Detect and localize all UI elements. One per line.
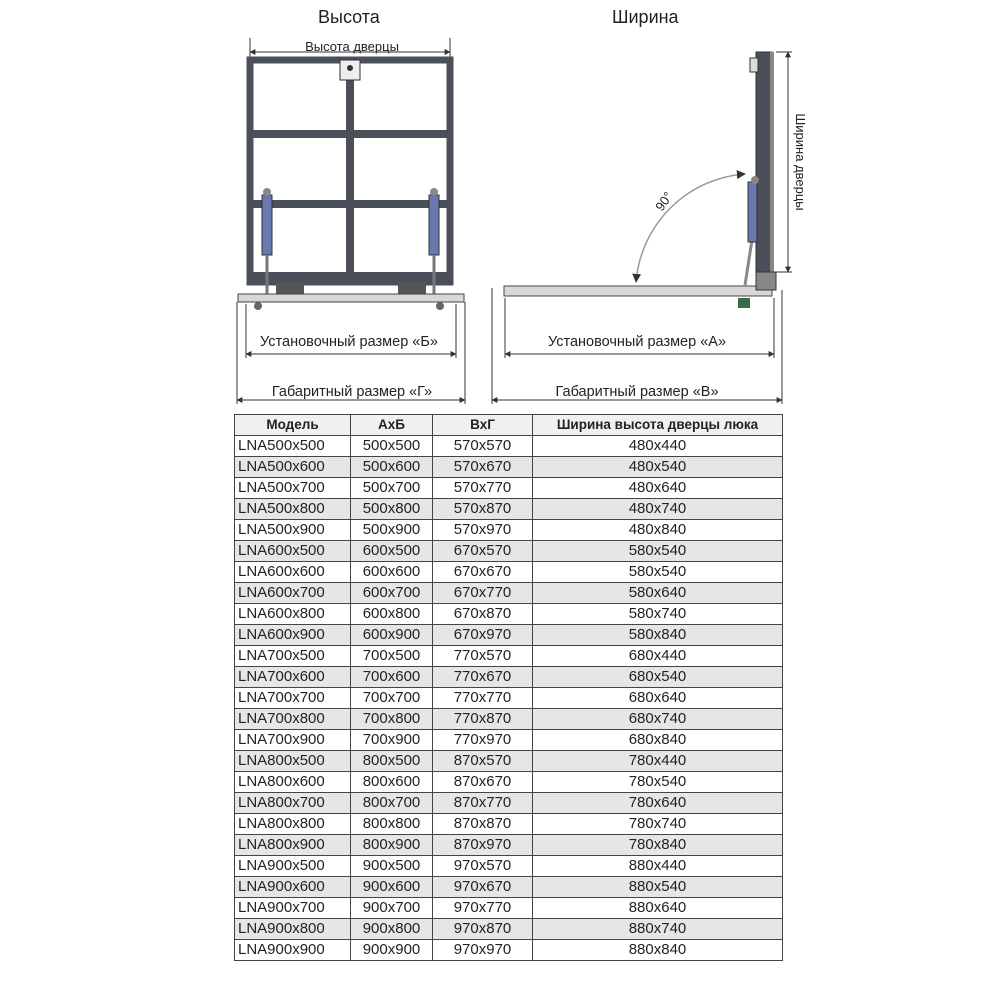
cell-door-size: 480x740 [533, 499, 783, 520]
cell-vg: 770x670 [433, 667, 533, 688]
table-row [235, 625, 783, 646]
table-row [235, 688, 783, 709]
cell-ab: 600x800 [351, 604, 433, 625]
cell-model: LNA700x600 [235, 667, 351, 688]
cell-model: LNA800x800 [235, 814, 351, 835]
cell-model: LNA700x700 [235, 688, 351, 709]
cell-vg: 570x770 [433, 478, 533, 499]
cell-vg: 970x770 [433, 898, 533, 919]
table-row [235, 499, 783, 520]
table-row [235, 898, 783, 919]
table-row [235, 856, 783, 877]
install-b-label: Установочный размер «Б» [260, 334, 438, 350]
table-row [235, 877, 783, 898]
hatch-diagram [0, 0, 1000, 410]
cell-vg: 570x570 [433, 436, 533, 457]
cell-vg: 870x870 [433, 814, 533, 835]
cell-model: LNA900x500 [235, 856, 351, 877]
cell-model: LNA500x900 [235, 520, 351, 541]
door-width-label: Ширина дверцы [793, 113, 808, 211]
cell-door-size: 680x440 [533, 646, 783, 667]
cell-model: LNA800x700 [235, 793, 351, 814]
cell-door-size: 480x840 [533, 520, 783, 541]
cell-ab: 500x700 [351, 478, 433, 499]
side-view [492, 52, 808, 404]
table-row [235, 583, 783, 604]
cell-ab: 800x500 [351, 751, 433, 772]
cell-vg: 770x770 [433, 688, 533, 709]
cell-door-size: 480x640 [533, 478, 783, 499]
cell-vg: 670x870 [433, 604, 533, 625]
cell-vg: 670x770 [433, 583, 533, 604]
cell-ab: 500x900 [351, 520, 433, 541]
cell-vg: 970x570 [433, 856, 533, 877]
cell-vg: 970x670 [433, 877, 533, 898]
cell-door-size: 580x540 [533, 562, 783, 583]
table-row [235, 793, 783, 814]
cell-ab: 700x700 [351, 688, 433, 709]
cell-door-size: 580x740 [533, 604, 783, 625]
cell-ab: 700x600 [351, 667, 433, 688]
table-row [235, 772, 783, 793]
cell-vg: 770x870 [433, 709, 533, 730]
cell-door-size: 680x640 [533, 688, 783, 709]
table-row [235, 835, 783, 856]
open-door [756, 52, 772, 272]
cell-ab: 500x500 [351, 436, 433, 457]
cell-vg: 770x570 [433, 646, 533, 667]
cell-ab: 900x800 [351, 919, 433, 940]
cell-vg: 970x870 [433, 919, 533, 940]
cell-vg: 970x970 [433, 940, 533, 961]
install-a-label: Установочный размер «А» [547, 334, 727, 350]
cell-ab: 500x600 [351, 457, 433, 478]
cell-ab: 800x800 [351, 814, 433, 835]
table-row [235, 520, 783, 541]
table-row [235, 478, 783, 499]
cell-door-size: 780x740 [533, 814, 783, 835]
cell-ab: 900x600 [351, 877, 433, 898]
cell-ab: 800x700 [351, 793, 433, 814]
base-rail [504, 286, 772, 296]
table-row [235, 562, 783, 583]
table-row [235, 436, 783, 457]
cell-door-size: 880x440 [533, 856, 783, 877]
header-door-size: Ширина высота дверцы люка [533, 415, 783, 436]
cell-ab: 600x600 [351, 562, 433, 583]
cell-model: LNA500x700 [235, 478, 351, 499]
cell-ab: 800x600 [351, 772, 433, 793]
cell-ab: 800x900 [351, 835, 433, 856]
cell-door-size: 680x840 [533, 730, 783, 751]
cell-door-size: 680x740 [533, 709, 783, 730]
table-row [235, 541, 783, 562]
cell-model: LNA600x700 [235, 583, 351, 604]
cell-vg: 870x670 [433, 772, 533, 793]
cell-model: LNA800x500 [235, 751, 351, 772]
header-model: Модель [235, 415, 351, 436]
height-view-title: Высота [318, 7, 380, 27]
cell-vg: 770x970 [433, 730, 533, 751]
cell-ab: 600x700 [351, 583, 433, 604]
cell-model: LNA800x600 [235, 772, 351, 793]
cell-door-size: 780x540 [533, 772, 783, 793]
cell-model: LNA900x700 [235, 898, 351, 919]
cell-model: LNA900x800 [235, 919, 351, 940]
cell-door-size: 780x640 [533, 793, 783, 814]
cell-vg: 570x970 [433, 520, 533, 541]
cell-door-size: 480x440 [533, 436, 783, 457]
cell-model: LNA700x800 [235, 709, 351, 730]
overall-g-label: Габаритный размер «Г» [271, 384, 433, 400]
cell-door-size: 480x540 [533, 457, 783, 478]
header-ab: АхБ [351, 415, 433, 436]
cell-model: LNA900x600 [235, 877, 351, 898]
table-row [235, 940, 783, 961]
handle-icon [750, 58, 758, 72]
cell-door-size: 780x840 [533, 835, 783, 856]
cell-vg: 570x670 [433, 457, 533, 478]
cell-ab: 700x500 [351, 646, 433, 667]
cell-door-size: 580x640 [533, 583, 783, 604]
cell-model: LNA800x900 [235, 835, 351, 856]
cell-door-size: 580x840 [533, 625, 783, 646]
cell-vg: 670x570 [433, 541, 533, 562]
table-row [235, 457, 783, 478]
cell-ab: 700x900 [351, 730, 433, 751]
cell-model: LNA700x900 [235, 730, 351, 751]
cell-door-size: 680x540 [533, 667, 783, 688]
angle-label: 90° [652, 189, 676, 214]
cell-ab: 900x500 [351, 856, 433, 877]
cell-model: LNA900x900 [235, 940, 351, 961]
header-vg: ВхГ [433, 415, 533, 436]
table-row [235, 919, 783, 940]
cell-vg: 870x970 [433, 835, 533, 856]
table-row [235, 709, 783, 730]
cell-ab: 900x700 [351, 898, 433, 919]
cell-vg: 870x770 [433, 793, 533, 814]
table-row [235, 667, 783, 688]
table-header-row [235, 415, 783, 436]
cell-ab: 500x800 [351, 499, 433, 520]
cell-model: LNA500x500 [235, 436, 351, 457]
cell-door-size: 580x540 [533, 541, 783, 562]
table-row [235, 730, 783, 751]
cell-ab: 600x500 [351, 541, 433, 562]
cell-vg: 570x870 [433, 499, 533, 520]
cell-model: LNA600x500 [235, 541, 351, 562]
door-height-label: Высота дверцы [305, 39, 399, 54]
table-row [235, 604, 783, 625]
cell-door-size: 880x840 [533, 940, 783, 961]
cell-door-size: 880x640 [533, 898, 783, 919]
cell-model: LNA600x800 [235, 604, 351, 625]
cell-model: LNA700x500 [235, 646, 351, 667]
angle-arc [636, 174, 745, 282]
overall-v-label: Габаритный размер «В» [555, 384, 719, 400]
cell-door-size: 880x540 [533, 877, 783, 898]
table-row [235, 751, 783, 772]
table-row [235, 646, 783, 667]
cell-model: LNA500x600 [235, 457, 351, 478]
cell-door-size: 880x740 [533, 919, 783, 940]
cell-model: LNA600x900 [235, 625, 351, 646]
spec-table [234, 414, 783, 961]
base-plate [238, 294, 464, 302]
width-view-title: Ширина [612, 7, 679, 27]
cell-vg: 870x570 [433, 751, 533, 772]
cell-vg: 670x970 [433, 625, 533, 646]
cell-model: LNA600x600 [235, 562, 351, 583]
front-view [237, 38, 465, 404]
table-row [235, 814, 783, 835]
cell-door-size: 780x440 [533, 751, 783, 772]
cell-ab: 900x900 [351, 940, 433, 961]
cell-ab: 600x900 [351, 625, 433, 646]
cell-ab: 700x800 [351, 709, 433, 730]
cell-model: LNA500x800 [235, 499, 351, 520]
cell-vg: 670x670 [433, 562, 533, 583]
